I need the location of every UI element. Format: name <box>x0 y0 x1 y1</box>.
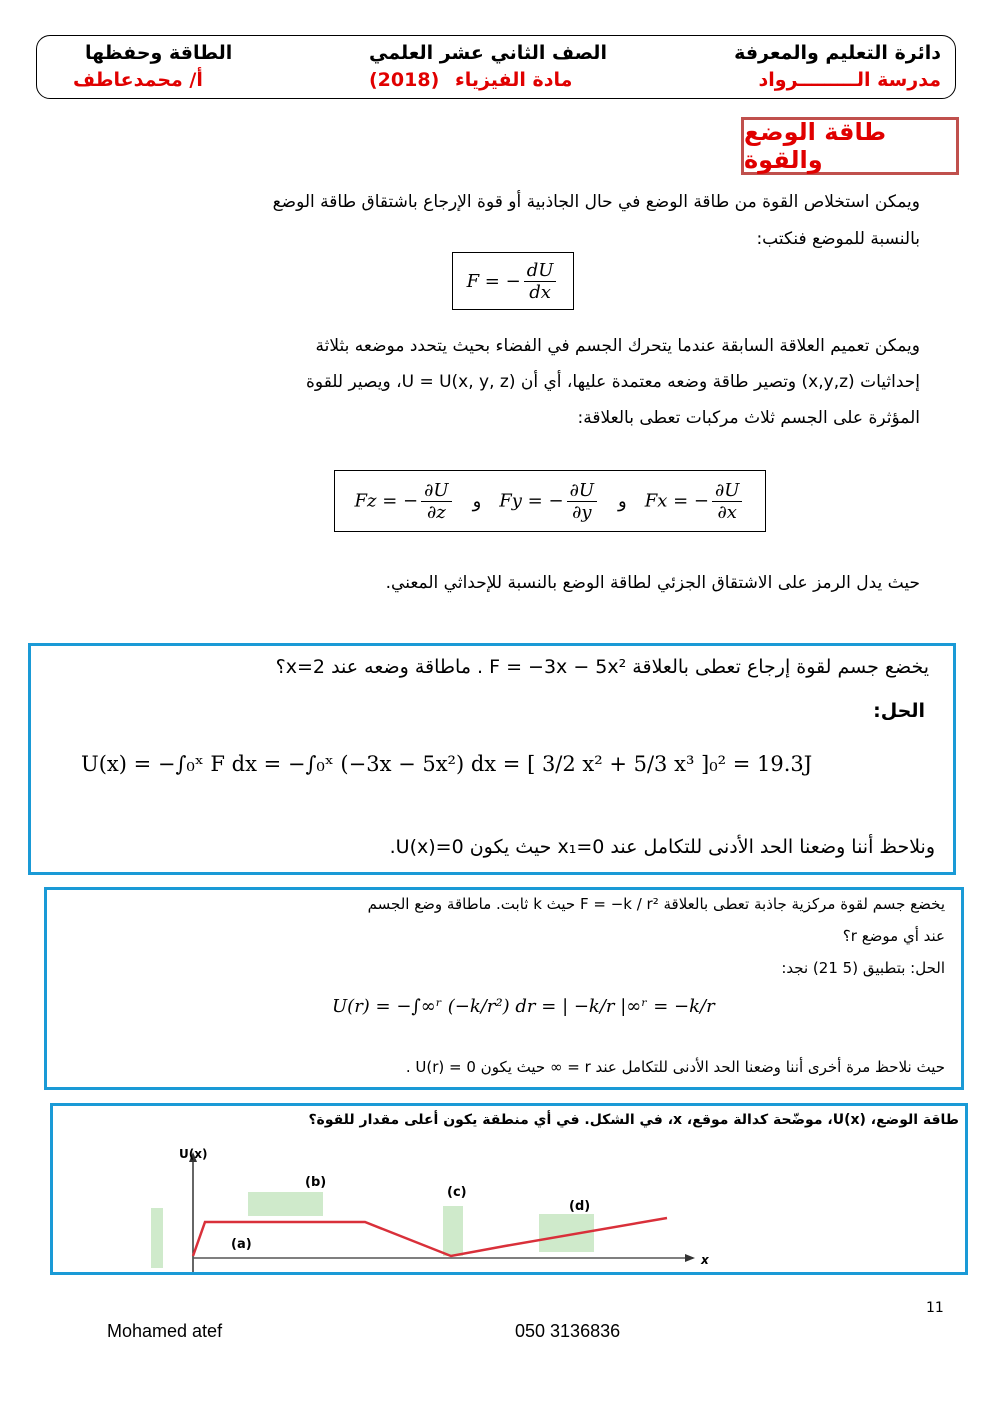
eq-numerator: dU <box>524 260 557 282</box>
header-unit: الطاقة وحفظها <box>85 42 233 64</box>
example-2-box <box>44 887 964 1090</box>
fx-equation: Fx = − $\frac{\partial U}{\partial x}$ <box>645 480 746 523</box>
example-1-solution-label: الحل: <box>873 700 925 722</box>
header-grade: الصف الثاني عشر العلمي <box>369 42 607 64</box>
section-title: طاقة الوضع والقوة <box>741 117 959 175</box>
region-d-label: (d) <box>569 1199 591 1214</box>
region-a-highlight <box>151 1208 163 1268</box>
intro-line-2: بالنسبة للموضع فنكتب: <box>756 229 920 249</box>
header-school: مدرسة الـــــــــرواد <box>758 69 941 91</box>
example-1-box <box>28 643 956 875</box>
x-axis-label: x <box>701 1253 709 1267</box>
partial-derivatives-equation <box>334 470 766 532</box>
region-c-label: (c) <box>447 1185 467 1200</box>
intro-line-5: المؤثرة على الجسم ثلاث مركبات تعطى بالعلاقة: <box>577 408 920 428</box>
eq-denominator: dx <box>529 281 551 303</box>
eq-lhs: F = − <box>466 270 521 292</box>
example-2-question-1: يخضع جسم لقوة مركزية جاذبة تعطى بالعلاقة F = −k / r² حيث k ثابت. ماطاقة وضع الجسم <box>367 895 945 913</box>
page-number: 11 <box>926 1300 944 1316</box>
example-1-question: يخضع جسم لقوة إرجاع تعطى بالعلاقة F = −3x − 5x² . ماطاقة وضعه عند x=2؟ <box>275 656 929 678</box>
example-2-solution: الحل: بتطبيق (5 21) نجد: <box>781 959 945 977</box>
page-header <box>36 35 956 99</box>
region-a-label: (a) <box>231 1237 252 1252</box>
fy-equation: Fy = − $\frac{\partial U}{\partial y}$ <box>499 480 600 523</box>
region-c-highlight <box>443 1206 463 1256</box>
and-word: و <box>618 490 627 512</box>
potential-energy-curve <box>193 1218 667 1256</box>
fz-equation: Fz = − $\frac{\partial U}{\partial z}$ <box>355 480 455 523</box>
example-2-equation: U(r) = −∫∞ʳ (−k/r²) dr = | −k/r |∞ʳ = −k/r <box>332 996 715 1017</box>
example-1-note: ونلاحظ أننا وضعنا الحد الأدنى للتكامل عند x₁=0 حيث يكون U(x)=0. <box>389 836 935 858</box>
intro-line-4: إحداثيات (x,y,z) وتصير طاقة وضعه معتمدة عليها، أي أن U = U(x, y, z)، ويصير للقوة <box>306 372 920 392</box>
x-axis-arrow-icon <box>685 1254 695 1262</box>
example-2-note: حيث نلاحظ مرة أخرى أننا وضعنا الحد الأدنى للتكامل عند r = ∞ حيث يكون U(r) = 0 . <box>405 1058 945 1076</box>
example-3-box <box>50 1103 968 1275</box>
header-dept: دائرة التعليم والمعرفة <box>734 42 941 64</box>
region-b-highlight <box>248 1192 323 1216</box>
header-year: (2018) <box>369 69 440 91</box>
footer-phone: 050 3136836 <box>515 1321 621 1341</box>
potential-energy-graph <box>53 1106 965 1272</box>
intro-line-3: ويمكن تعميم العلاقة السابقة عندما يتحرك الجسم في الفضاء بحيث يتحدد موضعه بثلاثة <box>315 336 920 356</box>
example-3-question: طاقة الوضع، U(x)، موضّحة كدالة موقع، x، في الشكل. في أي منطقة يكون أعلى مقدار للقوة؟ <box>308 1112 959 1128</box>
footer-author: Mohamed atef <box>107 1321 223 1341</box>
example-1-equation: U(x) = −∫₀ˣ F dx = −∫₀ˣ (−3x − 5x²) dx = [ 3/2 x² + 5/3 x³ ]₀² = 19.3J <box>81 752 813 776</box>
region-b-label: (b) <box>305 1175 327 1190</box>
intro-line-6: حيث يدل الرمز على الاشتقاق الجزئي لطاقة الوضع بالنسبة للإحداثي المعني. <box>385 573 920 593</box>
and-word: و <box>472 490 482 512</box>
y-axis-label: U(x) <box>179 1147 208 1161</box>
header-teacher: أ/ محمدعاطف <box>73 69 203 91</box>
intro-line-1: ويمكن استخلاص القوة من طاقة الوضع في حال الجاذبية أو قوة الإرجاع باشتقاق طاقة الوضع <box>272 192 920 212</box>
example-2-question-2: عند أي موضع r؟ <box>842 927 945 945</box>
force-derivative-equation <box>452 252 574 310</box>
header-subject: مادة الفيزياء <box>455 69 573 91</box>
